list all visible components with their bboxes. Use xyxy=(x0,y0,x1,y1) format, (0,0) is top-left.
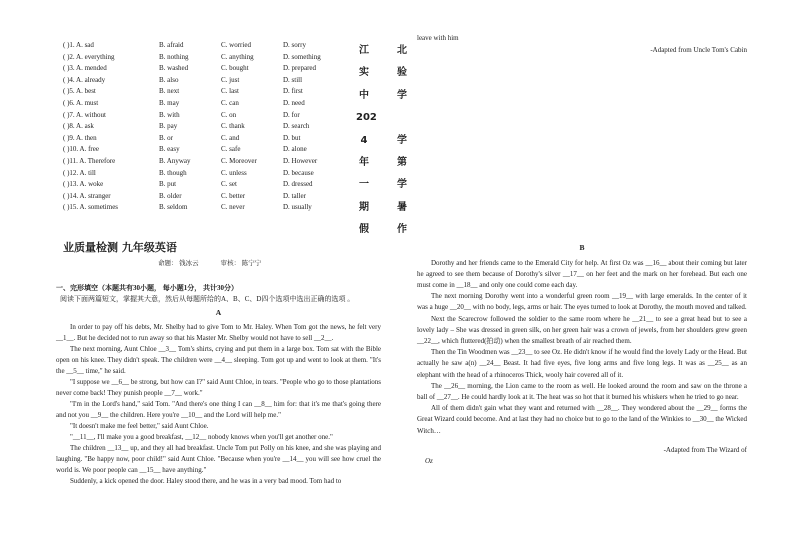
option-num: ( )13. A. woke xyxy=(63,180,104,189)
option-c: C. set xyxy=(221,180,237,189)
paragraph: In order to pay off his debts, Mr. Shelby had to give Tom to Mr. Haley. When Tom got the news, he felt very __1__. But he decided not to run away so that his Master Mr. Shelby would not have to sell __2__. xyxy=(56,323,381,342)
option-c: C. and xyxy=(221,133,240,142)
option-c: C. worried xyxy=(221,41,251,49)
passage-b-source: -Adapted from The Wizard of xyxy=(663,445,747,454)
option-d: D. still xyxy=(283,75,303,84)
paragraph: The next morning Dorothy went into a wonderful green room __19__ with large emeralds. In the center of it was a huge __20__ with no body, legs, arms or hair. The eyes turned to look at Dorothy, the mouth moved and talked. xyxy=(417,292,747,312)
option-b: B. with xyxy=(159,110,180,119)
title-char: 学 xyxy=(397,179,407,191)
option-row xyxy=(63,75,353,87)
passage-a-source: -Adapted from Uncle Tom's Cabin xyxy=(650,46,747,55)
option-c: C. can xyxy=(221,98,239,107)
option-b: B. also xyxy=(159,75,179,84)
passage-a-continuation: leave with him xyxy=(417,34,459,42)
option-d: D. usually xyxy=(283,203,312,212)
title-char: 北 xyxy=(397,45,407,56)
option-row xyxy=(63,179,353,191)
paragraph: The children __13__ up, and they all had breakfast. Uncle Tom put Polly on his knee, and she was playing and laughing. "Be happy now, poor child!" said Aunt Chloe. "Because when you're __14__ you will see how cruel the world is. We poor people can __15__ have anything." xyxy=(56,444,381,474)
author-label: 命题： 钱冰云 xyxy=(158,260,199,267)
option-b: B. though xyxy=(159,168,187,177)
option-d: D. alone xyxy=(283,145,307,154)
option-row xyxy=(63,168,353,180)
option-row xyxy=(63,202,353,214)
option-row xyxy=(63,52,353,64)
option-c: C. Moreover xyxy=(221,156,257,165)
title-char: 学 xyxy=(397,134,407,146)
option-c: C. just xyxy=(221,75,240,84)
option-d: D. but xyxy=(283,133,301,142)
title-char: 假 xyxy=(359,224,369,236)
reviewer-label: 审核： 陈宁宁 xyxy=(220,260,262,267)
passage-b-source-end: Oz xyxy=(425,457,433,466)
paragraph: All of them didn't gain what they want and returned with __28__. They wondered about the __29__ forms the Great Wizard could become. And at last they had no choice but to go to the land of the Winkies to __30__ the Wicked Witch… xyxy=(417,404,748,435)
option-d: D. for xyxy=(283,110,300,119)
option-b: B. put xyxy=(159,180,177,189)
option-num: ( )6. A. must xyxy=(63,98,99,107)
title-char: 实 xyxy=(359,67,369,79)
option-b: B. or xyxy=(159,133,173,142)
option-num: ( )5. A. best xyxy=(63,87,96,96)
option-b: B. washed xyxy=(159,64,189,73)
title-char: 暑 xyxy=(397,201,407,213)
option-num: ( )10. A. free xyxy=(63,145,99,154)
option-b: B. nothing xyxy=(159,52,189,61)
option-d: D. sorry xyxy=(283,41,306,49)
option-num: ( )11. A. Therefore xyxy=(63,156,116,165)
option-num: ( )8. A. ask xyxy=(63,122,94,131)
paragraph: "It doesn't make me feel better," said Aunt Chloe. xyxy=(70,422,209,430)
option-num: ( )7. A. without xyxy=(63,110,106,119)
option-row xyxy=(63,144,353,156)
option-b: B. pay xyxy=(159,122,178,131)
section-instruction: 阅读下面两篇短文，掌握其大意，然后从每题所给的A、B、C、D四个选项中选出正确的选项 。 xyxy=(60,295,355,303)
exam-title: 业质量检测 九年级英语 xyxy=(63,241,177,254)
title-char: 学 xyxy=(397,89,407,101)
option-d: D. need xyxy=(283,98,305,107)
option-d: D. taller xyxy=(283,191,306,200)
passage-a xyxy=(56,322,381,487)
option-c: C. last xyxy=(221,87,239,96)
option-num: ( )2. A. everything xyxy=(63,52,115,61)
option-d: D. search xyxy=(283,122,310,131)
paragraph: Dorothy and her friends came to the Emerald City for help. At first Oz was __16__ about their coming but later he agreed to see them because of Dorothy's silver __17__ on her feet and the mark on her forehead. But each one must come in __18__ and only one could come each day. xyxy=(417,258,747,290)
option-row xyxy=(63,63,353,75)
option-row xyxy=(63,86,353,98)
option-c: C. thank xyxy=(221,122,245,131)
left-column xyxy=(56,283,381,487)
title-char: 4 xyxy=(360,134,368,146)
option-c: C. better xyxy=(221,191,246,200)
option-num: ( )14. A. stranger xyxy=(63,191,111,200)
title-char: 验 xyxy=(397,67,407,79)
option-b: B. afraid xyxy=(159,41,184,49)
title-char: 江 xyxy=(359,45,369,56)
option-num: ( )4. A. already xyxy=(63,75,106,84)
option-d: D. However xyxy=(283,156,318,165)
title-char xyxy=(394,107,410,129)
option-row xyxy=(63,156,353,168)
option-d: D. first xyxy=(283,87,303,96)
vertical-title-column-1 xyxy=(356,40,377,242)
paragraph: "__11__, I'll make you a good breakfast, __12__ nobody knows when you'll get another one." xyxy=(70,433,333,441)
option-row xyxy=(63,40,353,52)
option-num: ( )1. A. sad xyxy=(63,41,94,49)
title-char: 一 xyxy=(359,179,369,191)
title-char: 202 xyxy=(356,112,377,124)
option-row xyxy=(63,98,353,110)
passage-b-letter: B xyxy=(579,243,585,253)
title-char: 年 xyxy=(359,156,369,168)
option-num: ( )3. A. mended xyxy=(63,64,107,73)
option-num: ( )12. A. till xyxy=(63,168,96,177)
paragraph: "I'm in the Lord's hand," said Tom. "And there's one thing I can __8__ him for: that it's me that's going there and not you __9__ the children. Here you're __10__ and the Lord will help me." xyxy=(56,400,381,419)
right-column xyxy=(417,33,747,467)
paragraph: Then the Tin Woodmen was __23__ to see Oz. He didn't know if he would find the lovely Lady or the Head. But actually he saw a(n) __24__ Beast. It had five eyes, five long arms and five long legs. It was as __25__ as an elephant with the head of a rhinoceros Thick, wooly hair covered all of it. xyxy=(417,348,747,379)
option-b: B. next xyxy=(159,87,180,96)
option-b: B. Anyway xyxy=(159,156,191,165)
option-b: B. older xyxy=(159,191,182,200)
option-c: C. bought xyxy=(221,64,249,73)
section-heading: 一、完形填空（本题共有30小题， 每小题1分， 共计30分） xyxy=(56,284,238,292)
title-char: 第 xyxy=(397,156,407,168)
option-row xyxy=(63,110,353,122)
option-num: ( )15. A. sometimes xyxy=(63,203,119,212)
option-d: D. something xyxy=(283,52,321,61)
title-char: 作 xyxy=(397,224,407,236)
vertical-title-column-2 xyxy=(394,40,410,242)
option-c: C. unless xyxy=(221,168,247,177)
option-d: D. dressed xyxy=(283,180,313,189)
exam-subtitle xyxy=(158,258,261,267)
option-b: B. may xyxy=(159,98,180,107)
option-b: B. seldom xyxy=(159,203,188,212)
paragraph: Suddenly, a kick opened the door. Haley stood there, and he was in a very bad mood. Tom had to xyxy=(70,477,342,485)
option-b: B. easy xyxy=(159,145,180,154)
option-c: C. on xyxy=(221,110,237,119)
paragraph: "I suppose we __6__ be strong, but how can I?" said Aunt Chloe, in tears. "People who go to those plantations never come back! They punish people __7__ work." xyxy=(56,378,381,397)
paragraph: The next morning, Aunt Chloe __3__ Tom's shirts, crying and put them in a large box. Tom sat with the Bible open on his knee. They didn't speak. The children were __4__ sleeping. Tom got up and went to look at them. "It's the __5__ time," he said. xyxy=(56,345,381,375)
option-row xyxy=(63,133,353,145)
passage-b xyxy=(417,258,747,437)
passage-a-letter: A xyxy=(215,308,222,317)
option-c: C. never xyxy=(221,203,245,212)
option-c: C. anything xyxy=(221,52,254,61)
paragraph: The __26__ morning, the Lion came to the room as well. He looked around the room and saw on the throne a ball of __27__. He could hardly look at it. The heat was so hot that it burned his whiskers when he tried to go near. xyxy=(417,381,747,402)
option-c: C. safe xyxy=(221,145,241,154)
option-row xyxy=(63,121,353,133)
title-char: 期 xyxy=(359,201,369,213)
option-num: ( )9. A. then xyxy=(63,133,97,142)
option-d: D. because xyxy=(283,168,314,177)
option-row xyxy=(63,191,353,203)
title-char: 中 xyxy=(359,89,369,101)
options-table xyxy=(63,40,353,214)
option-d: D. prepared xyxy=(283,64,317,73)
paragraph: Next the Scarecrow followed the soldier to the same room where he __21__ to see a great head but to see a lovely lady – She was dressed in green silk, on her green hair was a crown of jewels, from her shoulders grew green __22__, which fluttered(拍动) when the smallest breath of air reached them. xyxy=(417,314,747,346)
